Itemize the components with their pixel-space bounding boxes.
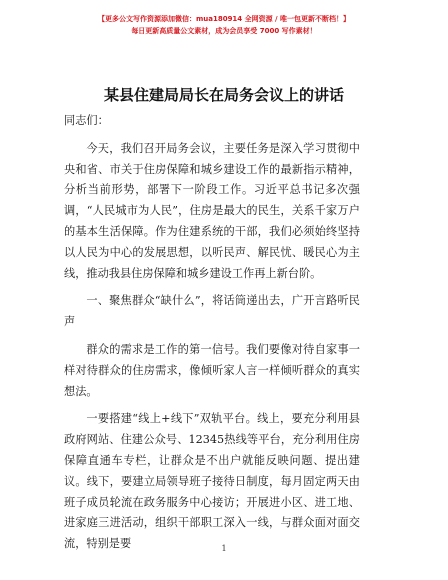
paragraph: 群众的需求是工作的第一信号。我们要像对待自家事一样对待群众的住房需求，像倾听家人言一样倾听群众的真实想法。 bbox=[64, 342, 360, 398]
section-heading: 一、聚焦群众“缺什么”，将话筒递出去，广开言路听民声 bbox=[64, 294, 360, 329]
document-title: 某县住建局局长在局务会议上的讲话 bbox=[103, 86, 344, 104]
promo-banner-line-2: 每日更新高质量公文素材，成为会员享受 7000 写作素材！ bbox=[131, 27, 317, 35]
page-number: 1 bbox=[221, 544, 227, 553]
promo-banner bbox=[0, 14, 448, 37]
paragraph-intro: 今天，我们召开局务会议，主要任务是深入学习贯彻中央和省、市关于住房保障和城乡建设工作的最新指示精神，分析当前形势，部署下一阶段工作。习近平总书记多次强调，“人民城市为人民”，住房是最大的民生，关系千家万户的基本生活保障。作为住建系统的干部，我们必须始终坚持以人民为中心的发展思想，以听民声、解民忧、暖民心为主线，推动我县住房保障和城乡建设工作再上新台阶。 bbox=[64, 141, 360, 280]
promo-banner-line-1: 【更多公文写作资源添加微信：mua180914 全网资源 / 唯一包更新不断档！】 bbox=[97, 15, 351, 23]
salutation: 同志们： bbox=[64, 114, 109, 127]
document-body bbox=[64, 111, 360, 555]
paragraph: 一要搭建“线上+线下”双轨平台。线上，要充分利用县政府网站、住建公众号、12345热线等平台，充分利用住房保障直通车专栏，让群众是不出户就能反映问题、提出建议。线下，要建立局领导班子接待日制度，每月固定两天由班子成员轮流在政务服务中心接访；开展进小区、进工地、进家庭三进活动，组织干部职工深入一线，与群众面对面交流，特别是要 bbox=[64, 412, 360, 551]
